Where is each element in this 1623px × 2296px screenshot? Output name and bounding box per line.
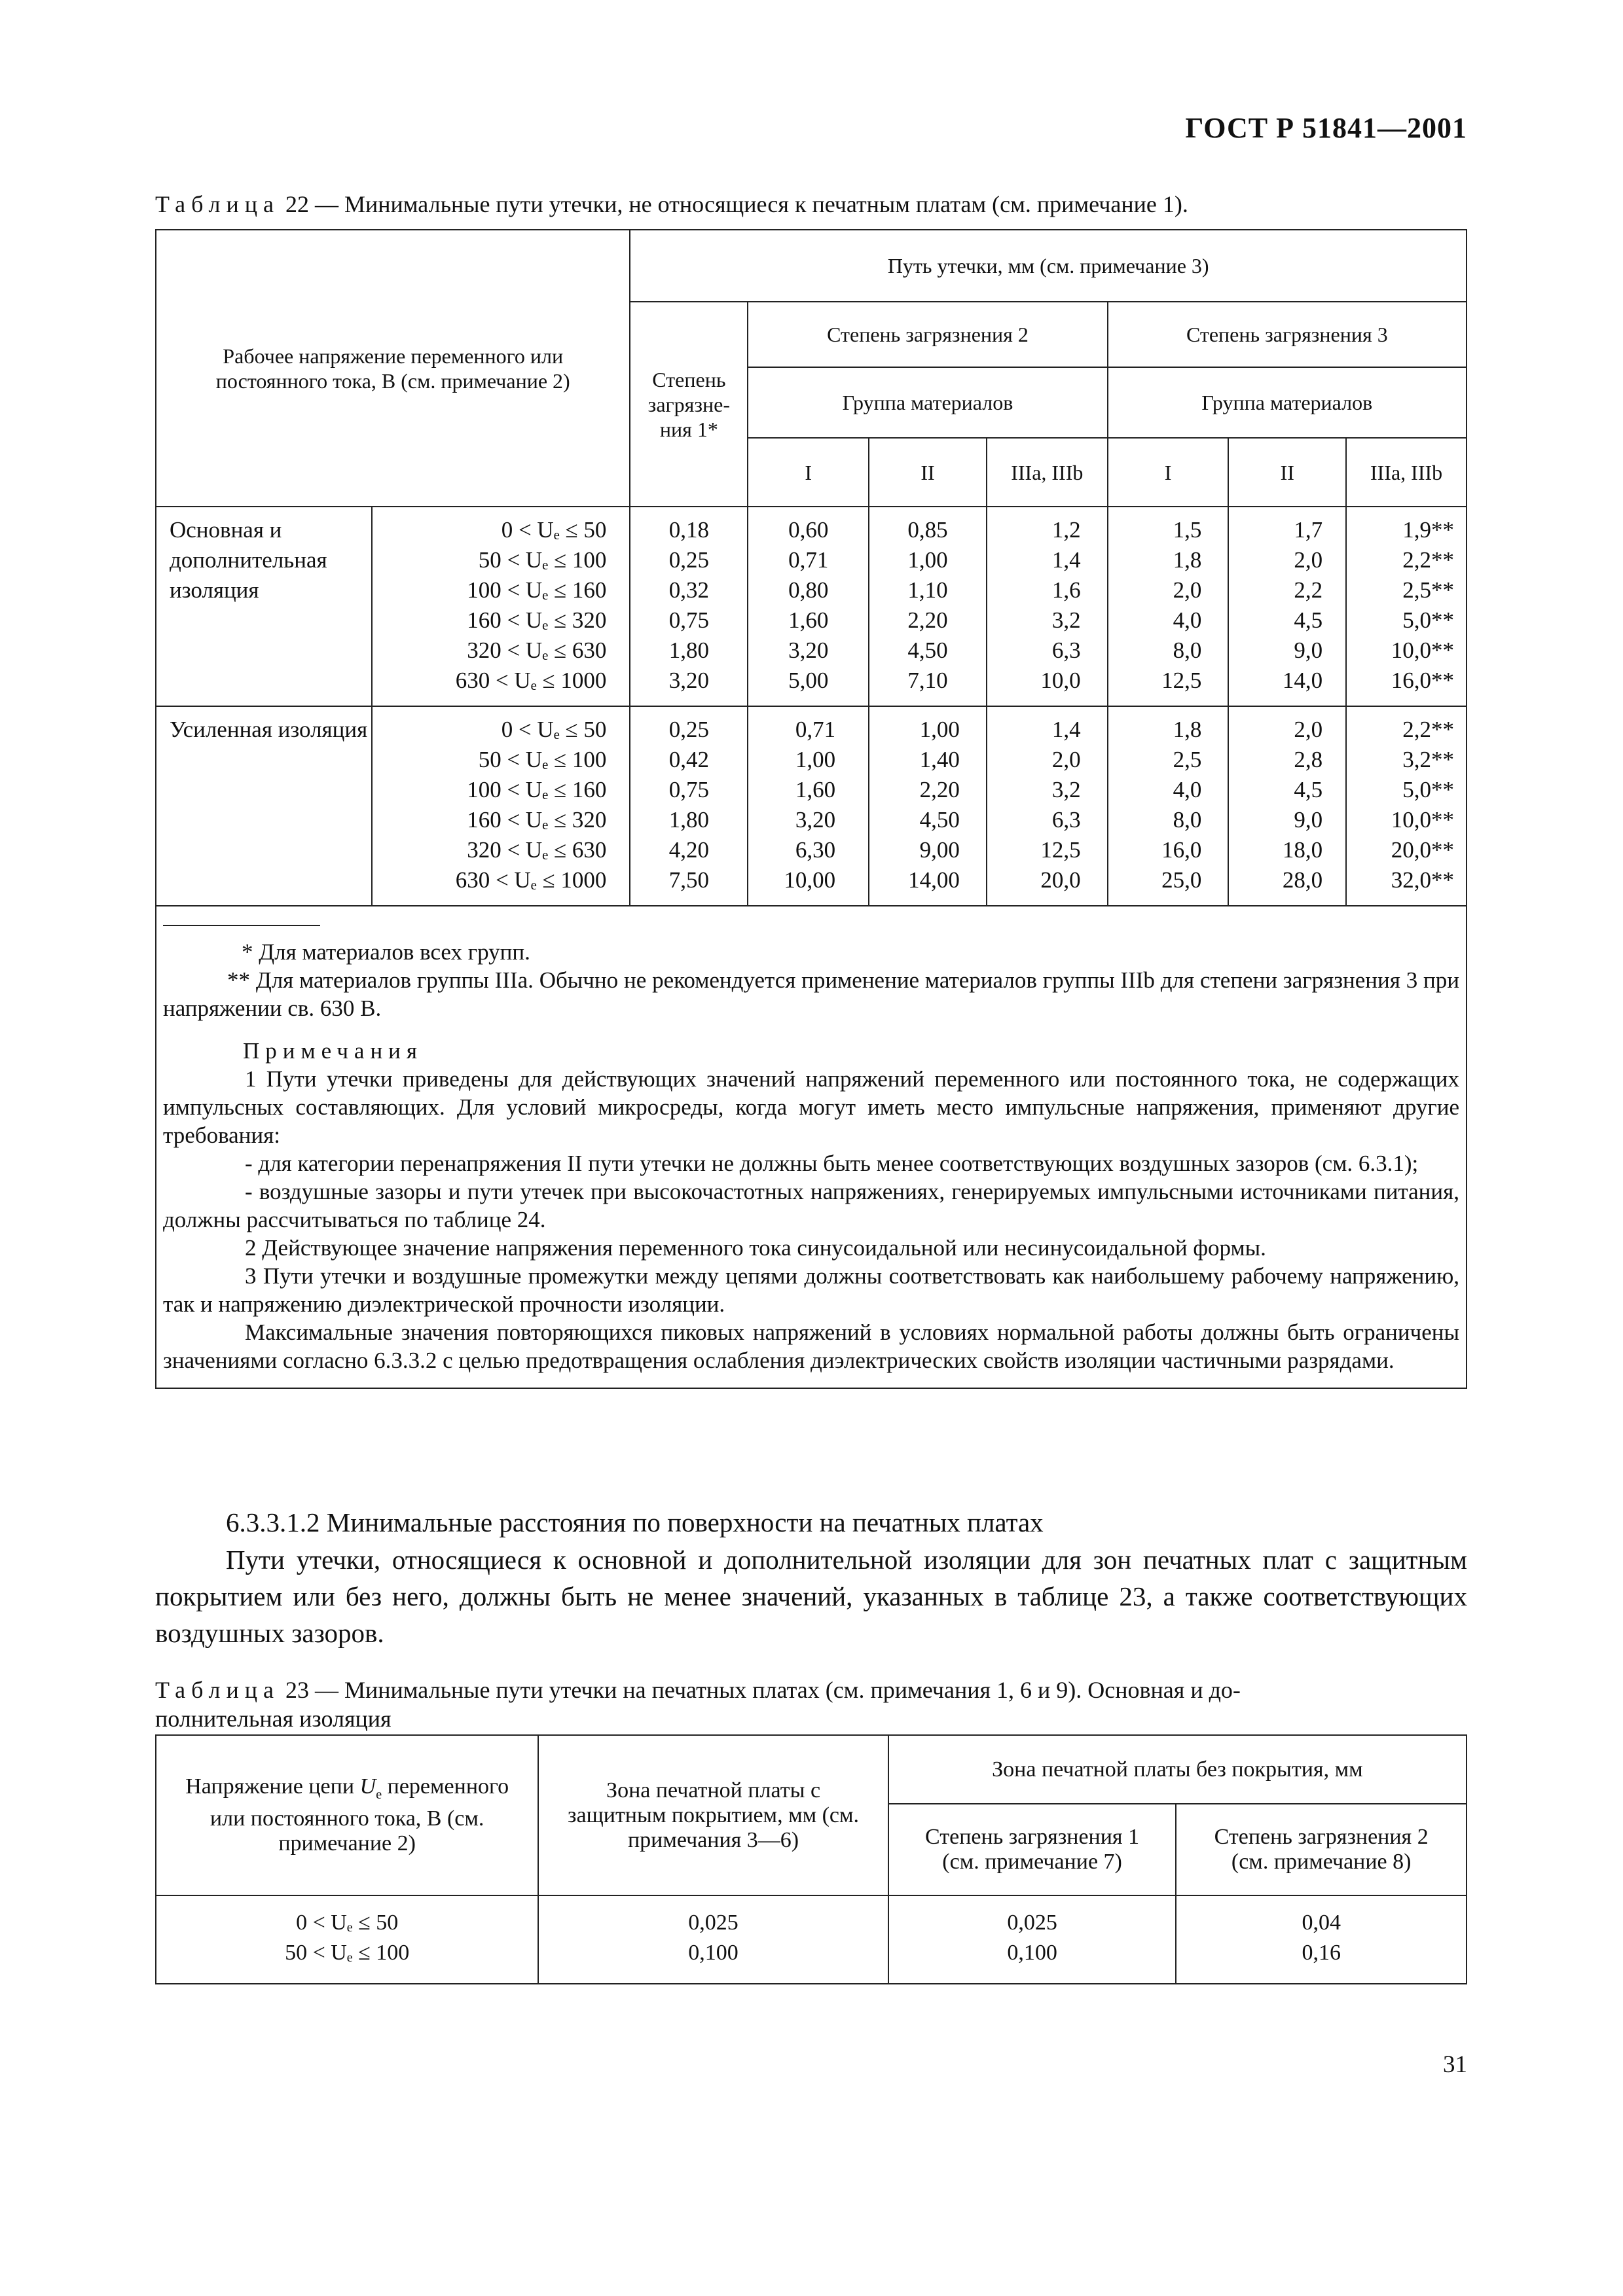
header-voltage: Рабочее напряжение переменного или постоянного тока, В (см. примечание 2)	[156, 230, 630, 507]
footnote-rule	[163, 925, 320, 926]
header-uncoated: Зона печатной платы без покрытия, мм	[888, 1735, 1467, 1804]
value-column: 1,8 2,5 4,0 8,0 16,0 25,0	[1108, 706, 1229, 906]
table-23	[155, 1734, 1467, 1984]
header-degree1: Степень загрязне- ния 1*	[630, 302, 748, 507]
table22-caption	[155, 190, 1188, 219]
row-label-reinforced: Усиленная изоляция	[156, 706, 372, 906]
header-voltage-a: Напряжение цепи	[185, 1774, 355, 1799]
note-1: 1 Пути утечки приведены для действующих значений напряжений переменного или постоянного тока, не содержащих импульсных составляющих. Для условий микросреды, когда могут иметь место импульсные напряжения, применяют другие требования:	[163, 1066, 1459, 1148]
caption-word: Таблица	[155, 191, 280, 217]
caption-text-line2: полнительная изоляция	[155, 1706, 392, 1732]
header-degree2: Степень загрязнения 2 (см. примечание 8)	[1176, 1804, 1467, 1895]
header-voltage-b: переменного или постоянного тока, В (см. примечание 2)	[210, 1774, 509, 1856]
degree1-values: 0,025 0,100	[888, 1895, 1176, 1984]
page-number: 31	[1443, 2051, 1467, 2078]
header-material-group-2: Группа материалов	[748, 367, 1107, 438]
value-column: 1,00 1,40 2,20 4,50 9,00 14,00	[869, 706, 987, 906]
table-row	[156, 706, 1467, 906]
standard-header: ГОСТ Р 51841—2001	[1185, 112, 1467, 144]
group-col-4: I	[1108, 438, 1229, 507]
table22-notes	[156, 906, 1467, 1388]
row-label-basic: Основная и дополнительная изоляция	[156, 507, 372, 706]
group-col-3: IIIa, IIIb	[987, 438, 1108, 507]
section-heading: 6.3.3.1.2 Минимальные расстояния по поверхности на печатных платах	[226, 1507, 1044, 1537]
table-row	[156, 507, 1467, 706]
value-column: 0,18 0,25 0,32 0,75 1,80 3,20	[630, 507, 748, 706]
value-column: 0,71 1,00 1,60 3,20 6,30 10,00	[748, 706, 869, 906]
footnote-1: * Для материалов всех групп.	[242, 939, 530, 965]
value-column: 0,85 1,00 1,10 2,20 4,50 7,10	[869, 507, 987, 706]
caption-text: 22 — Минимальные пути утечки, не относящиеся к печатным платам (см. примечание 1).	[279, 191, 1188, 217]
header-degree1: Степень загрязнения 1 (см. примечание 7)	[888, 1804, 1176, 1895]
value-column: 0,60 0,71 0,80 1,60 3,20 5,00	[748, 507, 869, 706]
note-2: 2 Действующее значение напряжения переменного тока синусоидальной или несинусоидальной формы.	[245, 1235, 1266, 1261]
coated-values: 0,025 0,100	[538, 1895, 888, 1984]
voltage-ranges: 0 < Uₑ ≤ 50 50 < Uₑ ≤ 100	[156, 1895, 538, 1984]
value-column: 2,2** 3,2** 5,0** 10,0** 20,0** 32,0**	[1346, 706, 1467, 906]
voltage-ranges: 0 < Uₑ ≤ 50 50 < Uₑ ≤ 100 100 < Uₑ ≤ 160 160 < Uₑ ≤ 320 320 < Uₑ ≤ 630 630 < Uₑ ≤ 1000	[372, 706, 630, 906]
group-col-5: II	[1228, 438, 1346, 507]
value-column: 2,0 2,8 4,5 9,0 18,0 28,0	[1228, 706, 1346, 906]
value-column: 1,5 1,8 2,0 4,0 8,0 12,5	[1108, 507, 1229, 706]
header-degree2: Степень загрязнения 2	[748, 302, 1107, 367]
table-row	[156, 1895, 1467, 1984]
table-22	[155, 229, 1467, 1389]
note-1a: - для категории перенапряжения II пути утечки не должны быть менее соответствующих воздушных зазоров (см. 6.3.1);	[245, 1151, 1419, 1176]
note-1b: - воздушные зазоры и пути утечек при высокочастотных напряжениях, генерируемых импульсными источниками питания, должны рассчитываться по таблице 24.	[163, 1179, 1459, 1232]
value-column: 1,4 2,0 3,2 6,3 12,5 20,0	[987, 706, 1108, 906]
value-column: 1,9** 2,2** 2,5** 5,0** 10,0** 16,0**	[1346, 507, 1467, 706]
header-creepage: Путь утечки, мм (см. примечание 3)	[630, 230, 1467, 302]
notes-title: Примечания	[243, 1038, 424, 1064]
value-column: 1,2 1,4 1,6 3,2 6,3 10,0	[987, 507, 1108, 706]
section-paragraph: Пути утечки, относящиеся к основной и дополнительной изоляции для зон печатных плат с защитным покрытием или без него, должны быть не менее значений, указанных в таблице 23, а также соответствующих воздушных зазоров.	[155, 1545, 1467, 1648]
caption-text: 23 — Минимальные пути утечки на печатных платах (см. примечания 1, 6 и 9). Основная и до-	[279, 1677, 1241, 1703]
group-col-1: I	[748, 438, 869, 507]
header-material-group-3: Группа материалов	[1108, 367, 1467, 438]
header-degree3: Степень загрязнения 3	[1108, 302, 1467, 367]
header-coated: Зона печатной платы с защитным покрытием, мм (см. примечания 3—6)	[538, 1735, 888, 1895]
header-voltage: Напряжение цепи $U_e$ переменного или постоянного тока, В (см. примечание 2)	[156, 1735, 538, 1895]
note-4: Максимальные значения повторяющихся пиковых напряжений в условиях нормальной работы должны быть ограничены значениями согласно 6.3.3.2 с целью предотвращения ослабления диэлектрических свойств изоляции частичными разрядами.	[163, 1319, 1459, 1373]
value-column: 0,25 0,42 0,75 1,80 4,20 7,50	[630, 706, 748, 906]
note-3: 3 Пути утечки и воздушные промежутки между цепями должны соответствовать как наибольшему рабочему напряжению, так и напряжению диэлектрической прочности изоляции.	[163, 1263, 1459, 1317]
group-col-2: II	[869, 438, 987, 507]
degree2-values: 0,04 0,16	[1176, 1895, 1467, 1984]
value-column: 1,7 2,0 2,2 4,5 9,0 14,0	[1228, 507, 1346, 706]
table23-caption	[155, 1676, 1467, 1733]
voltage-ranges: 0 < Uₑ ≤ 50 50 < Uₑ ≤ 100 100 < Uₑ ≤ 160 160 < Uₑ ≤ 320 320 < Uₑ ≤ 630 630 < Uₑ ≤ 1000	[372, 507, 630, 706]
caption-word: Таблица	[155, 1677, 280, 1703]
footnote-2: ** Для материалов группы IIIa. Обычно не рекомендуется применение материалов группы IIIb для степени загрязнения 3 при напряжении св. 630 В.	[163, 967, 1459, 1021]
group-col-6: IIIa, IIIb	[1346, 438, 1467, 507]
